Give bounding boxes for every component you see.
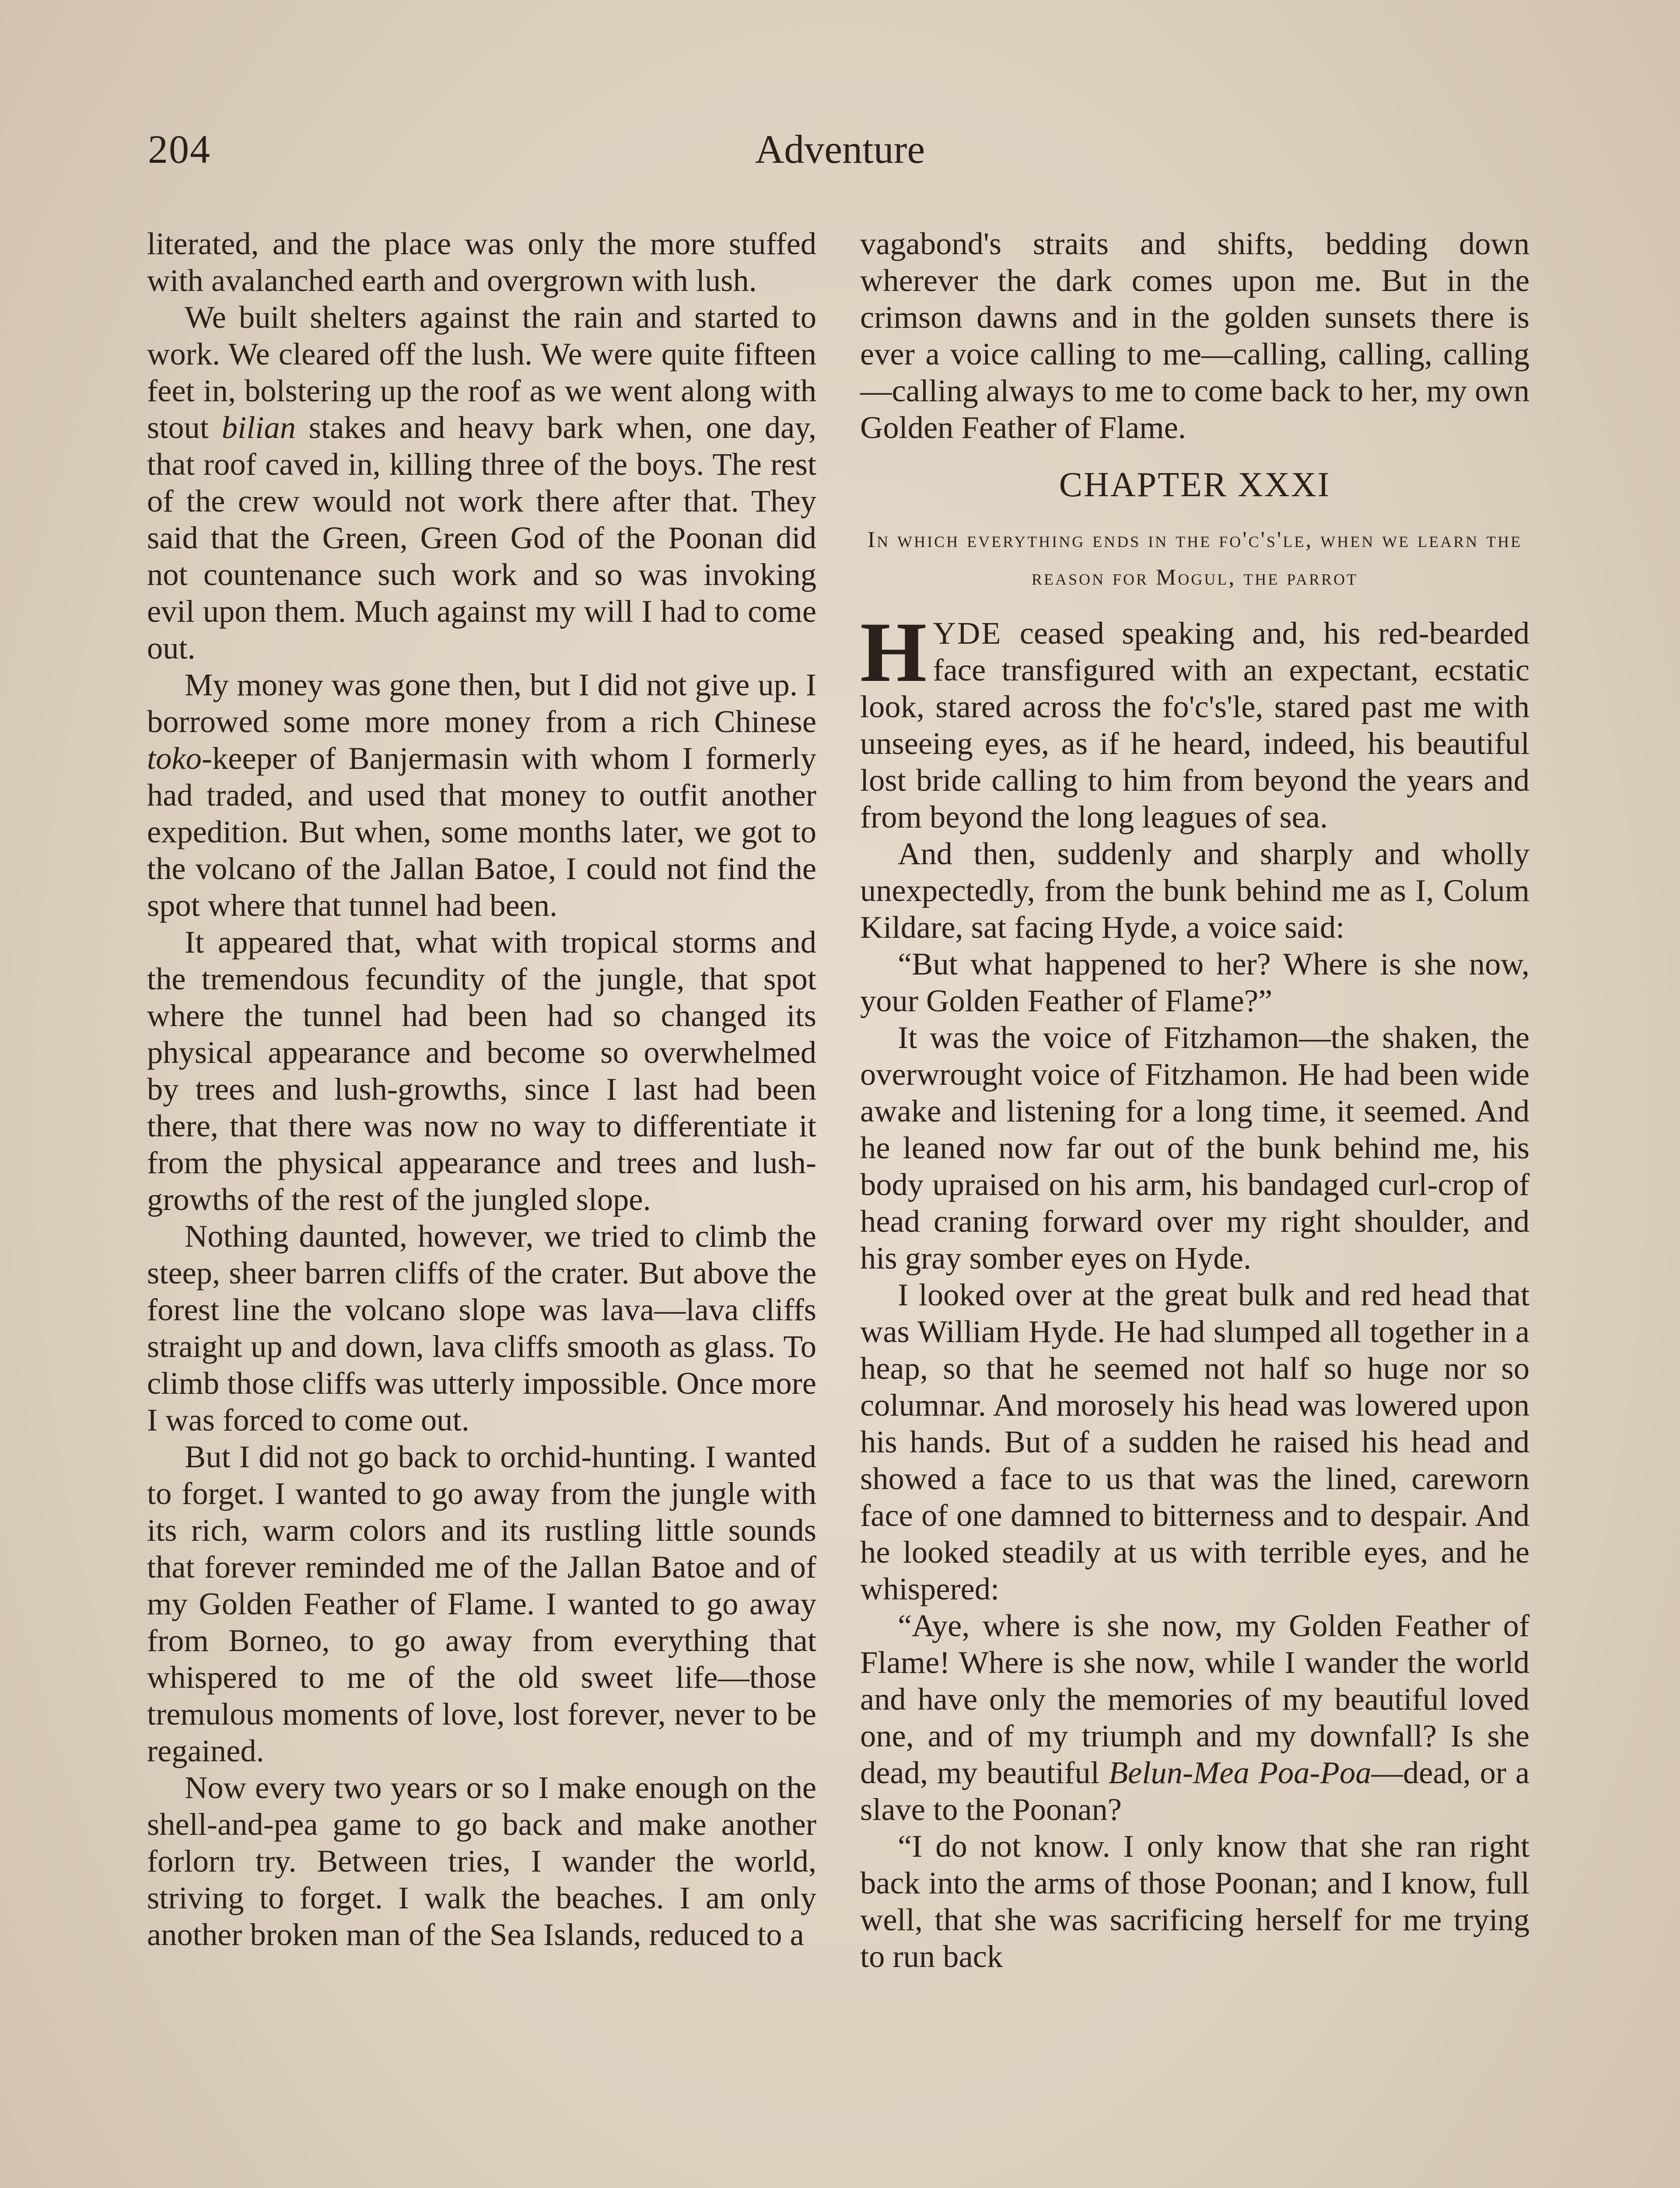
- story-paragraph: Now every two years or so I make enough on the shell-and-pea game to go back and make another forlorn try. Between tries, I wander the world, striving to forget. I walk the beaches. I am only another broken man of the Sea Islands, reduced to a: [147, 1770, 816, 1952]
- story-paragraph: It appeared that, what with tropical storms and the tremendous fecundity of the jungle, that spot where the tunnel had been had so changed its physical appearance and become so overwhelmed by trees and lush-growths, since I last had been there, that there was now no way to differentiate it from the physical appearance and trees and lush-growths of the rest of the jungled slope.: [147, 924, 816, 1217]
- story-paragraph: “I do not know. I only know that she ran right back into the arms of those Poonan; and I know, full well, that she was sacrificing herself for me trying to run back: [860, 1828, 1530, 1974]
- story-paragraph: “Aye, where is she now, my Golden Feather of Flame! Where is she now, while I wander the world and have only the memories of my beautiful loved one, and of my triumph and my downfall? Is she dead, my beautiful Belun-Mea Poa-Poa—dead, or a slave to the Poonan?: [860, 1608, 1530, 1827]
- chapter-opening-paragraph: [860, 605, 1530, 835]
- running-title: Adventure: [755, 127, 925, 172]
- page-header: [148, 126, 1532, 187]
- chapter-subtitle: In which everything ends in the fo'c's'le, when we learn the reason for Mogul, the parrot: [867, 527, 1522, 590]
- opening-text: ceased speaking and, his red-bearded face transfigured with an expectant, ecstatic look, stared across the fo'c's'le, stared past me with unseeing eyes, as if he heard, indeed, his beautiful lost bride calling to him from beyond the years and from beyond the long leagues of sea.: [860, 615, 1530, 835]
- story-paragraph: I looked over at the great bulk and red head that was William Hyde. He had slumped all together in a heap, so that he seemed not half so huge nor so columnar. And morosely his head was lowered upon his hands. But of a sudden he raised his head and showed a face to us that was the lined, careworn face of one damned to bitterness and to despair. And he looked steadily at us with terrible eyes, and he whispered:: [860, 1277, 1530, 1606]
- italic-term: Belun-Mea Poa-Poa: [1108, 1755, 1372, 1790]
- story-paragraph: Nothing daunted, however, we tried to climb the steep, sheer barren cliffs of the crater. But above the forest line the volcano slope was lava—lava cliffs straight up and down, lava cliffs smooth as glass. To climb those cliffs was utterly impossible. Once more I was forced to come out.: [147, 1218, 816, 1438]
- page-number: 204: [148, 127, 211, 172]
- story-paragraph: vagabond's straits and shifts, bedding down wherever the dark comes upon me. But in the crimson dawns and in the golden sunsets there is ever a voice calling to me—calling, calling, calling—calling always to me to come back to her, my own Golden Feather of Flame.: [860, 226, 1530, 445]
- drop-cap: H: [860, 605, 927, 700]
- italic-term: bilian: [221, 410, 296, 445]
- story-paragraph: It was the voice of Fitzhamon—the shaken, the overwrought voice of Fitzhamon. He had been wide awake and listening for a long time, it seemed. And he leaned now far out of the bunk behind me, his body upraised on his arm, his bandaged curl-crop of head craning forward over my right shoulder, and his gray somber eyes on Hyde.: [860, 1020, 1530, 1276]
- right-column: [860, 225, 1530, 1975]
- right-column-paragraphs: [860, 835, 1530, 1975]
- italic-term: toko: [147, 740, 202, 776]
- story-paragraph: But I did not go back to orchid-hunting. I wanted to forget. I wanted to go away from the jungle with its rich, warm colors and its rustling little sounds that forever reminded me of the Jallan Batoe and of my Golden Feather of Flame. I wanted to go away from Borneo, to go away from everything that whispered to me of the old sweet life—those tremulous moments of love, lost forever, never to be regained.: [147, 1439, 816, 1768]
- story-paragraph: And then, suddenly and sharply and wholly unexpectedly, from the bunk behind me as I, Colum Kildare, sat facing Hyde, a voice said:: [860, 836, 1530, 945]
- left-column: [147, 225, 816, 1953]
- story-paragraph: My money was gone then, but I did not give up. I borrowed some more money from a rich Chinese toko-keeper of Banjermasin with whom I formerly had traded, and used that money to outfit another expedition. But when, some months later, we got to the volcano of the Jallan Batoe, I could not find the spot where that tunnel had been.: [147, 667, 816, 923]
- chapter-title: CHAPTER XXXI: [1059, 466, 1331, 504]
- story-paragraph: “But what happened to her? Where is she now, your Golden Feather of Flame?”: [860, 946, 1530, 1018]
- story-paragraph: literated, and the place was only the more stuffed with avalanched earth and overgrown with lush.: [147, 226, 816, 298]
- story-paragraph: We built shelters against the rain and started to work. We cleared off the lush. We were quite fifteen feet in, bolstering up the roof as we went along with stout bilian stakes and heavy bark when, one day, that roof caved in, killing three of the boys. The rest of the crew would not work there after that. They said that the Green, Green God of the Poonan did not countenance such work and so was invoking evil upon them. Much against my will I had to come out.: [147, 299, 816, 666]
- drop-cap-word: YDE: [933, 615, 1002, 651]
